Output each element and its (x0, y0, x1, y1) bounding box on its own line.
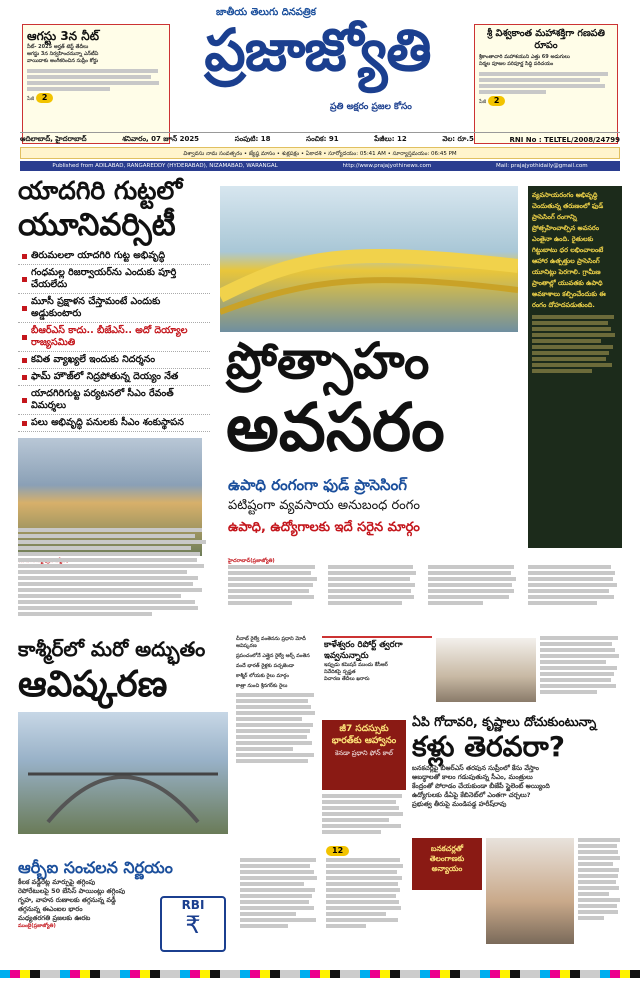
right-teaser-page: పేజీ 2 (479, 96, 613, 106)
lead-headline-2: అవసరం (226, 389, 445, 466)
story2-bullet: వందే భారత్ రైళ్లకు పచ్చజెండా (236, 663, 295, 669)
g7-body (322, 794, 406, 836)
g7-page-ref (326, 838, 349, 857)
right-teaser-text (479, 72, 613, 94)
banakacherla-heading: బనకచర్లతో తెలంగాణకు అన్యాయం (429, 844, 465, 873)
g7-box[interactable] (322, 720, 406, 790)
ap-bullet: అబద్ధాలతో కాలం గడుపుతున్న సీఎం, మంత్రులు (412, 773, 533, 781)
page-ref-12[interactable]: 12 (326, 846, 349, 856)
left-teaser-page: పేజీ 2 (27, 93, 165, 103)
masthead (0, 0, 640, 140)
page-ref-2[interactable]: 2 (488, 96, 506, 106)
issue-date: శనివారం, 07 జూన్ 2025 (122, 134, 200, 143)
lead-photo[interactable] (220, 186, 518, 332)
story2-bullet: కాశ్మీర్ లోయకు రైలు మార్గం (236, 673, 289, 679)
rbi-logo (160, 896, 226, 952)
dateline-bar (20, 132, 620, 146)
masthead-logo: ప్రజాజ్యోతి (204, 16, 431, 84)
story1-bullet: కవిత వ్యాఖ్యలే ఇందుకు నిదర్శనం (18, 352, 210, 369)
story1-bullet: తిరుమలలా యాదగిరి గుట్ట అభివృద్ధి (18, 248, 210, 265)
story-ap-rivers[interactable] (412, 714, 624, 834)
story1-body (18, 528, 210, 618)
kaleshwaram-bullet: ఇప్పుడు కమిషన్ ముందు కేసీఆర్ (324, 662, 388, 668)
left-teaser-text (27, 69, 165, 91)
lead-deck-3: ఉపాధి, ఉద్యోగాలకు ఇదే సరైన మార్గం (228, 520, 420, 535)
lead-deck-2: పటిష్టంగా వ్యవసాయ అనుబంధ రంగం (228, 498, 420, 513)
masthead-tagline: జాతీయ తెలుగు దినపత్రిక (216, 7, 316, 18)
ap-headline-2: కళ్లు తెరవరా? (412, 730, 566, 763)
kaleshwaram-bullet: నివేదికపై స్పష్టత (324, 669, 356, 675)
story1-bullet: గంధమల్ల రిజర్వాయర్‌ను ఎందుకు పూర్తి చేయలేదు (18, 265, 210, 294)
left-teaser-item: నీట్- 2025 అర్హత్‌ టెస్ట్ తేదీలు (27, 44, 89, 50)
rupee-icon: ₹ (185, 911, 201, 939)
story2-bullet: ప్రపంచంలోనే ఎత్తైన రైల్వే ఆర్చ్ వంతెన (236, 653, 310, 659)
page-count: పేజీలు: 12 (374, 134, 407, 143)
story1-bullet: యాదగిరిగుట్ట పర్యటనలో సీఎం రేవంత్ విమర్శలు (18, 386, 210, 415)
ap-bullet: ఉద్యోగులకు డీఏపై కేబినెట్‌లో ఎంతగా చర్చలు? (412, 791, 531, 799)
right-column-brief (540, 636, 622, 696)
ap-body (578, 838, 622, 922)
kaleshwaram-box[interactable] (322, 636, 432, 718)
story2-bullets (236, 636, 318, 765)
left-teaser-item: వాయిదాకు అంగీకరించిన సుప్రీం కోర్టు (27, 58, 99, 64)
rbi-bullet: తగ్గనున్న ఈఎంఐల భారం (18, 905, 83, 913)
left-teaser-heading: ఆగస్టు 3న నీట్ (27, 29, 99, 43)
story2-headline-2: ఆవిష్కరణ (18, 664, 168, 705)
story1-bullet: పలు అభివృద్ధి పనులకు సీఎం శంకుస్థాపన (18, 415, 210, 432)
kaleshwaram-headline: కాళేశ్వరం రిపోర్ట్ త్వరగా ఇవ్వనున్నారు (324, 640, 403, 661)
right-teaser-item: నిర్మల పూజల పరిపూర్ణ సిద్ధి పరిచయం (479, 61, 554, 67)
g7-heading: జీ7 సదస్సుకు భారత్‌కు ఆహ్వానం (331, 724, 397, 746)
ap-bullet: బనకచర్లపై బీఆర్‌ఎస్ తరపున సుప్రీంలో కేసు వేస్తాం (412, 764, 539, 772)
left-teaser-box[interactable] (22, 24, 170, 144)
email-link[interactable]: Mail: prajajyothidaily@gmail.com (496, 163, 588, 169)
right-teaser-box[interactable] (474, 24, 618, 144)
ap-headline-1: ఏపి గోదావరి, కృష్ణాలు దోచుకుంటున్నా (412, 714, 597, 729)
rbi-logo-text: RBI (181, 898, 205, 912)
lead-headline-1: ప్రోత్సాహం (226, 332, 430, 390)
factory-conveyor-illustration (220, 186, 518, 332)
kaleshwaram-photo (436, 638, 536, 702)
rni-number: RNI No : TELTEL/2008/24799 (509, 135, 620, 144)
page-ref-2[interactable]: 2 (36, 93, 54, 103)
story2-bullet: చీనాబ్ రైల్వే వంతెనను ప్రధాని మోదీ ఆవిష్కరణ (236, 636, 306, 649)
edition: ఆదిలాబాద్, హైదరాబాద్ (20, 134, 87, 143)
rbi-bullet: మధ్యతరగతి ప్రజలకు ఊరట (18, 914, 91, 922)
lead-byline: హైదరాబాద్(ప్రజాజ్యోతి) (228, 558, 275, 564)
ap-bullet: ప్రభుత్వ తీరుపై మండిపడ్డ హరీష్‌రావు (412, 800, 507, 808)
bridge-arch-illustration (18, 712, 228, 834)
rbi-heading: ఆర్బీఐ సంచలన నిర్ణయం (18, 858, 173, 877)
masthead-subtitle: ప్రతి అక్షరం ప్రజల కోసం (330, 102, 412, 112)
ap-bullet: కేంద్రంతో పోరాడం చేయకుండా బీజేపీ స్టైలెంట్ అయ్యింది (412, 782, 550, 790)
g7-text: కెనడా ప్రధాని ఫోన్ కాల్ (335, 749, 393, 757)
story1-headline-1: యాదగిరి గుట్టలో (18, 176, 183, 205)
story-kashmir[interactable] (18, 636, 232, 856)
story1-bullet: ఫామ్ హౌజ్‌లో నిద్రపోతున్న దెయ్యం నేత (18, 369, 210, 386)
kaleshwaram-bullet: విచారణ తేదీలు ఖరారు (324, 676, 370, 682)
print-registration-strip (0, 970, 640, 978)
story1-bullet: మూసీ ప్రక్షాళన చేస్తామంటే ఎందుకు అడ్డుకుంటారు (18, 294, 210, 323)
banakacherla-box[interactable] (412, 838, 482, 890)
lead-sidebar (528, 186, 622, 548)
published-bar (20, 161, 620, 171)
story1-headline-2: యూనివర్సిటీ (18, 207, 176, 243)
lead-deck-1: ఉపాధి రంగంగా ఫుడ్ ప్రాసెసింగ్ (228, 476, 407, 494)
volume: సంపుటి: 18 (234, 134, 271, 143)
story1-bullet: బీఆర్‌ఎస్ కాదు.. బీజేఎస్.. అదో దెయ్యాల రాజ్యసమితి (18, 323, 210, 352)
rbi-bullet: కీలక వడ్డీరేట్ల మార్పుపై తగ్గింపు (18, 878, 96, 886)
bridge-photo (18, 712, 228, 834)
right-teaser-item: శ్రీకాంతాచారి మహాశయుని ఎత్తు 69 అడుగులు (479, 54, 570, 60)
ap-press-photo (486, 838, 574, 944)
lead-body (228, 558, 620, 624)
story2-headline-1: కాశ్మీర్‌లో మరో అద్భుతం (18, 637, 206, 661)
price: వెల: రూ.5 (442, 134, 474, 143)
rbi-bullet: రెపోరేటులపై 50 బేసిస్ పాయింట్లు తగ్గింపు (18, 887, 126, 895)
issue-number: సంచిక: 91 (306, 134, 339, 143)
website-link[interactable]: http://www.prajajyothinews.com (342, 163, 432, 169)
left-teaser-item: ఆగస్టు 3న నిర్వహించనున్నా ఎన్‌టీఏ (27, 51, 99, 57)
rbi-byline: ముంబై(ప్రజాజ్యోతి) (18, 923, 56, 929)
story2-bullet: కాత్రా నుంచి శ్రీనగర్‌కు రైలు (236, 683, 288, 689)
published-from: Published from ADILABAD, RANGAREDDY (HYDERABAD), NIZAMABAD, WARANGAL (52, 163, 278, 169)
rbi-bullet: గృహ, వాహన రుణాలకు తగ్గనున్న వడ్డీ (18, 896, 116, 904)
lead-sidebar-text: వ్యవసాయరంగం అభివృద్ధి చెందుతున్న తరుణంలో ఫుడ్ ప్రాసెసింగ్ రంగాన్ని ప్రోత్సహించాల్సిన అవసరం ఎంతైనా ఉంది. రైతులకు గిట్టుబాటు ధర లభించాలంటే ఆహార ఉత్పత్తుల ప్రాసెసింగ్ యూనిట్లు పెరగాలి. గ్రామీణ ప్రాంతాల్లో యువతకు ఉపాధి అవకాశాలు కల్పించేందుకు ఈ రంగం దోహదపడుతుంది. (532, 191, 606, 309)
rbi-body (240, 858, 406, 930)
right-teaser-heading: శ్రీ విశ్వకాంత మహాశక్తిగా గణపతి రూపం (487, 28, 605, 51)
info-strip: విశ్వావసు నామ సంవత్సరం • జ్యేష్ఠ మాసం • శుక్లపక్షం • ఏకాదశి • సూర్యోదయం: 05:41 AM • సూర్యాస్తమయం: 06:45 PM (20, 147, 620, 159)
